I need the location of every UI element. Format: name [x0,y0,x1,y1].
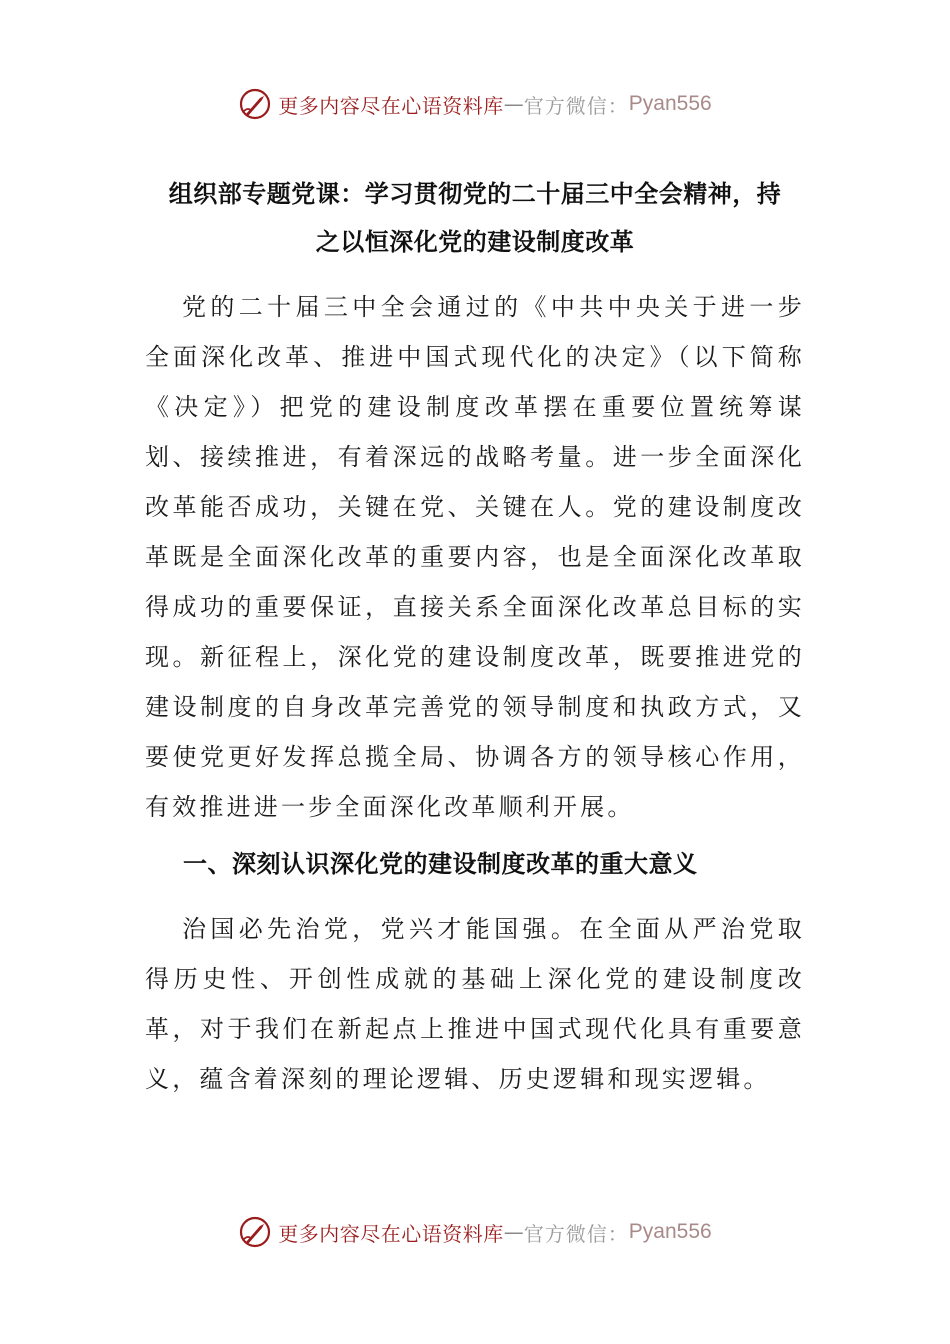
document-title-line-2: 之以恒深化党的建设制度改革 [315,228,635,256]
footer-banner [0,1212,950,1252]
footer-separator: — [503,1220,524,1244]
pen-nib-logo-icon [238,87,272,121]
footer-brand-text: 更多内容尽在心语资料库 [278,1221,504,1246]
banner-separator: — [503,92,524,116]
section-1-heading: 一、深刻认识深化党的建设制度改革的重大意义 [183,850,698,878]
pen-nib-logo-icon [238,1215,272,1249]
footer-wechat-label: 官方微信： [523,1221,629,1246]
footer-wechat-id: Pyan556 [628,1220,712,1243]
header-banner [0,84,950,124]
section-1-paragraph: 治国必先治党，党兴才能国强。在全面从严治党取得历史性、开创性成就的基础上深化党的建设制度改革，对于我们在新起点上推进中国式现代化具有重要意义，蕴含着深刻的理论逻辑、历史逻辑和现实逻辑。 [145,915,805,1093]
banner-wechat-id: Pyan556 [628,92,712,115]
document-title-line-1: 组织部专题党课：学习贯彻党的二十届三中全会精神，持 [168,180,782,208]
banner-brand-text: 更多内容尽在心语资料库 [278,93,504,118]
intro-paragraph: 党的二十届三中全会通过的《中共中央关于进一步全面深化改革、推进中国式现代化的决定》（以下简称《决定》）把党的建设制度改革摆在重要位置统筹谋划、接续推进，有着深远的战略考量。进一步全面深化改革能否成功，关键在党、关键在人。党的建设制度改革既是全面深化改革的重要内容，也是全面深化改革取得成功的重要保证，直接关系全面深化改革总目标的实现。新征程上，深化党的建设制度改革，既要推进党的建设制度的自身改革完善党的领导制度和执政方式，又要使党更好发挥总揽全局、协调各方的领导核心作用，有效推进进一步全面深化改革顺利开展。 [145,293,805,821]
banner-wechat-label: 官方微信： [523,93,629,118]
